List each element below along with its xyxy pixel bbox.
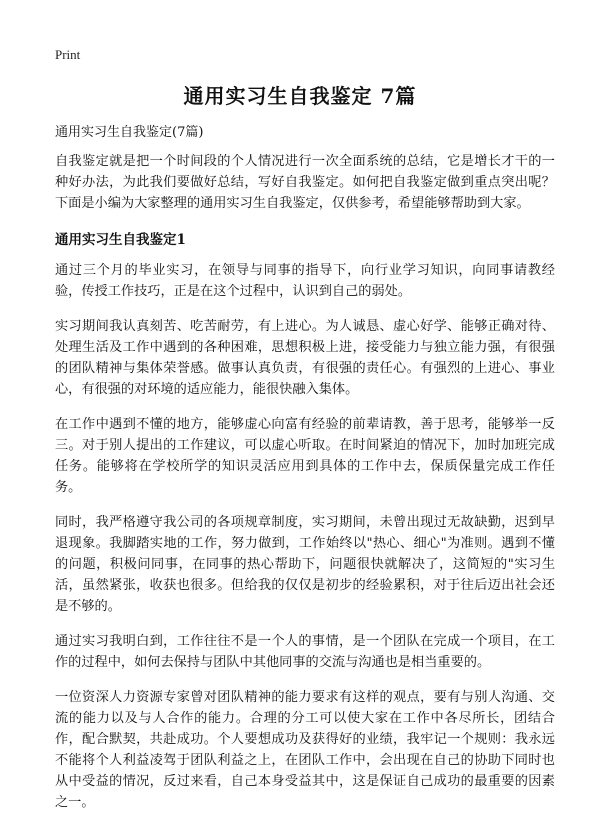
body-paragraph: 实习期间我认真刻苦、吃苦耐劳，有上进心。为人诚恳、虚心好学、能够正确对待、处理生活及工作中遇到的各种困难，思想积极上进，接受能力与独立能力强，有很强的团队精神与集体荣誉感。做事认真负责，有很强的责任心。有强烈的上进心、事业心，有很强的对环境的适应能力，能很快融入集体。 [55, 319, 555, 397]
print-link[interactable]: Print [55, 47, 81, 62]
document-subtitle: 通用实习生自我鉴定(7篇) [55, 125, 204, 140]
body-paragraph: 通过实习我明白到，工作往往不是一个人的事情，是一个团队在完成一个项目，在工作的过程中，如何去保持与团队中其他同事的交流与沟通也是相当重要的。 [55, 634, 555, 670]
intro-paragraph: 自我鉴定就是把一个时间段的个人情况进行一次全面系统的总结，它是增长才干的一种好办法，为此我们要做好总结，写好自我鉴定。如何把自我鉴定做到重点突出呢？下面是小编为大家整理的通用实习生自我鉴定，仅供参考，希望能够帮助到大家。 [55, 154, 555, 211]
section-heading: 通用实习生自我鉴定1 [55, 232, 186, 248]
page-title: 通用实习生自我鉴定 7篇 [183, 84, 417, 108]
document-body [55, 151, 555, 827]
body-paragraph: 一位资深人力资源专家曾对团队精神的能力要求有这样的观点，要有与别人沟通、交流的能力以及与人合作的能力。合理的分工可以使大家在工作中各尽所长，团结合作，配合默契，共赴成功。个人要想成功及获得好的业绩，我牢记一个规则：我永远不能将个人利益凌驾于团队利益之上，在团队工作中，会出现在自己的协助下同时也从中受益的情况，反过来看，自己本身受益其中，这是保证自己成功的最重要的因素之一。 [55, 690, 555, 810]
body-paragraph: 在工作中遇到不懂的地方，能够虚心向富有经验的前辈请教，善于思考，能够举一反三。对于别人提出的工作建议，可以虚心听取。在时间紧迫的情况下，加时加班完成任务。能够将在学校所学的知识灵活应用到具体的工作中去，保质保量完成工作任务。 [55, 417, 555, 495]
body-paragraph: 通过三个月的毕业实习，在领导与同事的指导下，向行业学习知识，向同事请教经验，传授工作技巧，正是在这个过程中，认识到自己的弱处。 [55, 263, 555, 299]
body-paragraph: 同时，我严格遵守我公司的各项规章制度，实习期间，未曾出现过无故缺勤，迟到早退现象。我脚踏实地的工作，努力做到，工作始终以"热心、细心"为准则。遇到不懂的问题，积极问同事，在同事的热心帮助下，问题很快就解决了，这简短的"实习生活，虽然紧张，收获也很多。但给我的仅仅是初步的经验累积，对于往后迈出社会还是不够的。 [55, 515, 555, 614]
